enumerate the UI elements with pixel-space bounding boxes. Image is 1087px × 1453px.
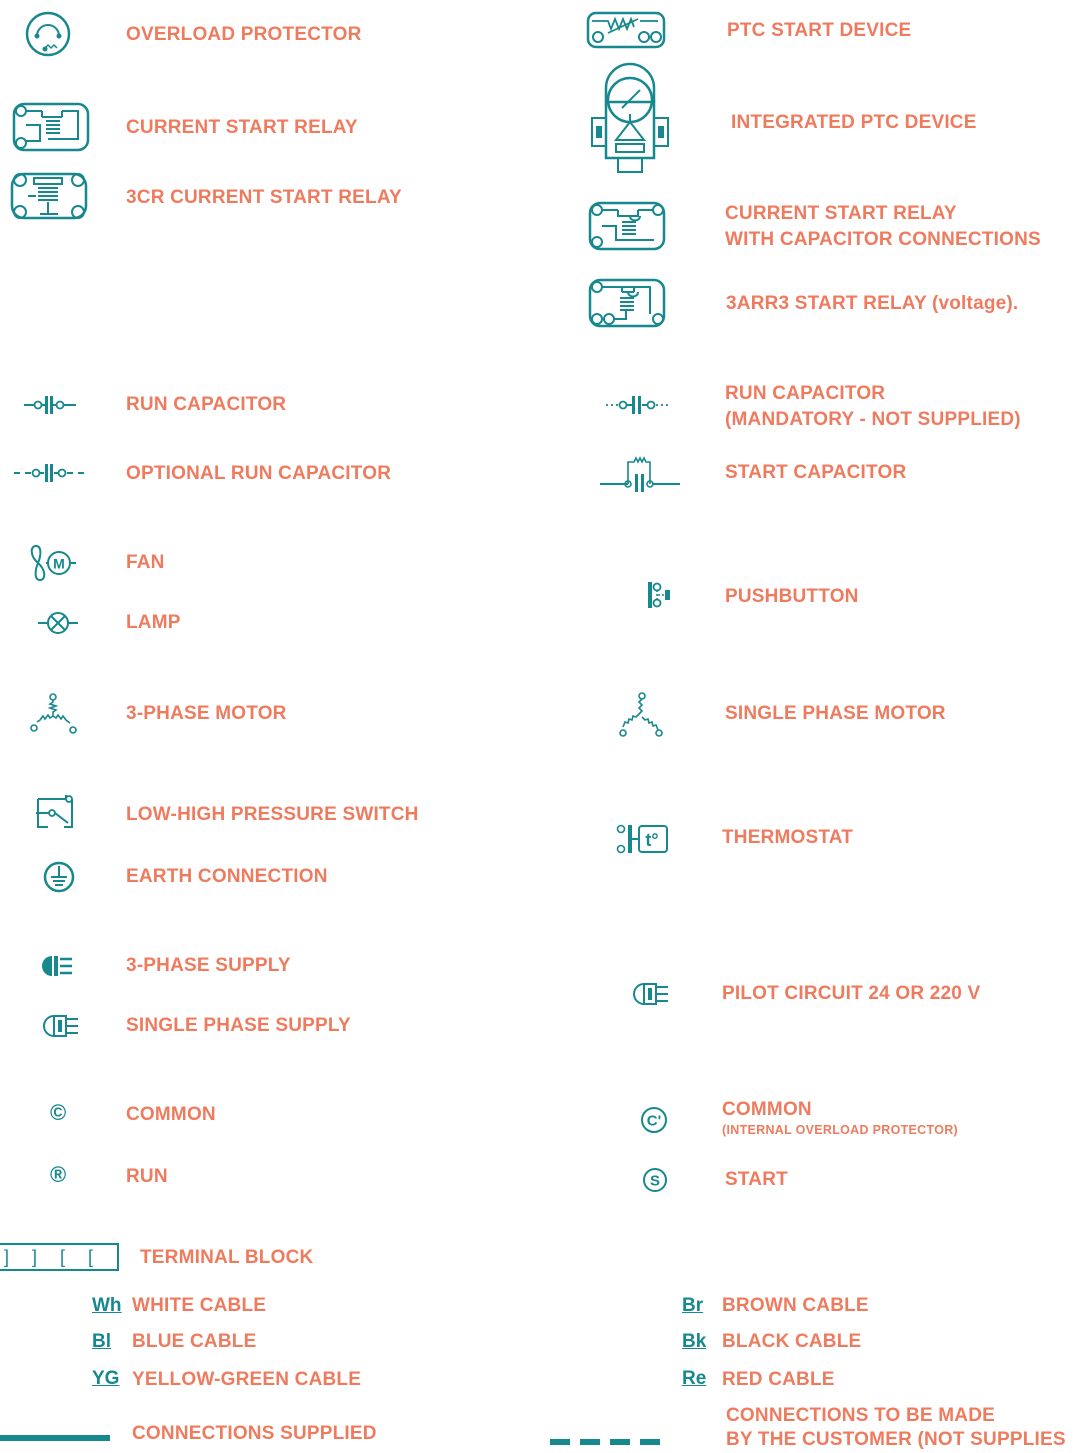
pilot-circuit-label: PILOT CIRCUIT 24 OR 220 V <box>722 983 981 1004</box>
thermostat-letter: t° <box>645 830 659 850</box>
current-start-relay-cap-label-2: WITH CAPACITOR CONNECTIONS <box>725 229 1041 250</box>
overload-protector-icon <box>24 12 74 58</box>
lamp-icon <box>36 610 80 636</box>
3cr-current-start-relay-label: 3CR CURRENT START RELAY <box>126 187 402 208</box>
single-phase-motor-icon <box>612 690 668 742</box>
run-capacitor-label: RUN CAPACITOR <box>126 394 287 415</box>
common-internal-symbol-icon <box>640 1106 668 1134</box>
pushbutton-icon <box>646 580 674 610</box>
single-phase-motor-label: SINGLE PHASE MOTOR <box>725 703 946 724</box>
connections-supplied-label: CONNECTIONS SUPPLIED <box>132 1423 377 1444</box>
integrated-ptc-device-icon <box>590 68 670 178</box>
brown-cable-label: BROWN CABLE <box>722 1295 869 1316</box>
earth-connection-icon <box>42 860 76 894</box>
common-symbol-icon: © <box>50 1100 67 1125</box>
red-cable-code: Re <box>682 1368 707 1389</box>
yellow-green-cable-label: YELLOW-GREEN CABLE <box>132 1369 362 1390</box>
common-internal-subtitle: (INTERNAL OVERLOAD PROTECTOR) <box>722 1123 959 1137</box>
run-capacitor-mandatory-label-1: RUN CAPACITOR <box>725 383 886 404</box>
common-internal-symbol-text: C' <box>646 1112 662 1130</box>
3cr-current-start-relay-icon <box>8 170 90 222</box>
terminal-block-glyphs: ] ] [ [ <box>4 1247 94 1267</box>
fan-label: FAN <box>126 552 165 573</box>
run-symbol-icon: ® <box>50 1162 67 1187</box>
yellow-green-cable-code: YG <box>92 1368 120 1389</box>
connections-customer-dashed-line <box>550 1439 666 1447</box>
run-capacitor-icon <box>22 394 78 416</box>
connections-supplied-line <box>0 1435 112 1443</box>
earth-connection-label: EARTH CONNECTION <box>126 866 328 887</box>
ptc-start-device-icon <box>586 11 666 49</box>
brown-cable-code: Br <box>682 1295 704 1316</box>
start-capacitor-label: START CAPACITOR <box>725 462 907 483</box>
optional-run-capacitor-label: OPTIONAL RUN CAPACITOR <box>126 463 392 484</box>
start-symbol-icon <box>642 1167 668 1193</box>
connections-customer-label-1: CONNECTIONS TO BE MADE <box>726 1405 996 1426</box>
terminal-block-label: TERMINAL BLOCK <box>140 1247 314 1268</box>
low-high-pressure-switch-label: LOW-HIGH PRESSURE SWITCH <box>126 804 419 825</box>
single-phase-supply-label: SINGLE PHASE SUPPLY <box>126 1015 351 1036</box>
run-label: RUN <box>126 1166 168 1187</box>
common-internal-label <box>722 1097 958 1137</box>
integrated-ptc-device-label: INTEGRATED PTC DEVICE <box>731 112 977 133</box>
common-internal-title: COMMON <box>722 1099 812 1120</box>
current-start-relay-icon <box>12 101 92 153</box>
white-cable-label: WHITE CABLE <box>132 1295 267 1316</box>
current-start-relay-cap-label-1: CURRENT START RELAY <box>725 203 957 224</box>
optional-run-capacitor-icon <box>12 462 86 484</box>
black-cable-code: Bk <box>682 1331 707 1352</box>
pilot-circuit-icon <box>632 982 672 1006</box>
connections-customer-label-2: BY THE CUSTOMER (NOT SUPPLIES <box>726 1429 1066 1450</box>
overload-protector-label: OVERLOAD PROTECTOR <box>126 24 362 45</box>
3-phase-motor-icon <box>26 692 82 740</box>
blue-cable-code: Bl <box>92 1331 111 1352</box>
red-cable-label: RED CABLE <box>722 1369 835 1390</box>
pushbutton-label: PUSHBUTTON <box>725 586 859 607</box>
current-start-relay-cap-icon <box>588 200 668 252</box>
lamp-label: LAMP <box>126 612 181 633</box>
single-phase-supply-icon <box>42 1014 82 1038</box>
3arr3-start-relay-icon <box>588 278 668 328</box>
start-symbol-text: S <box>649 1172 661 1190</box>
3-phase-supply-icon <box>40 954 76 978</box>
3-phase-motor-label: 3-PHASE MOTOR <box>126 703 287 724</box>
3-phase-supply-label: 3-PHASE SUPPLY <box>126 955 291 976</box>
current-start-relay-label: CURRENT START RELAY <box>126 117 358 138</box>
ptc-start-device-label: PTC START DEVICE <box>727 20 912 41</box>
3arr3-start-relay-label: 3ARR3 START RELAY (voltage). <box>726 293 1019 314</box>
black-cable-label: BLACK CABLE <box>722 1331 862 1352</box>
run-capacitor-mandatory-icon <box>604 394 672 416</box>
common-label: COMMON <box>126 1104 216 1125</box>
start-capacitor-icon <box>598 452 682 492</box>
low-high-pressure-switch-icon <box>34 793 80 833</box>
thermostat-icon <box>614 822 672 856</box>
run-capacitor-mandatory-label-2: (MANDATORY - NOT SUPPLIED) <box>725 409 1021 430</box>
fan-motor-letter: M <box>53 555 65 572</box>
white-cable-code: Wh <box>92 1295 122 1316</box>
thermostat-label: THERMOSTAT <box>722 827 854 848</box>
start-label: START <box>725 1169 788 1190</box>
blue-cable-label: BLUE CABLE <box>132 1331 257 1352</box>
fan-icon <box>28 544 80 582</box>
